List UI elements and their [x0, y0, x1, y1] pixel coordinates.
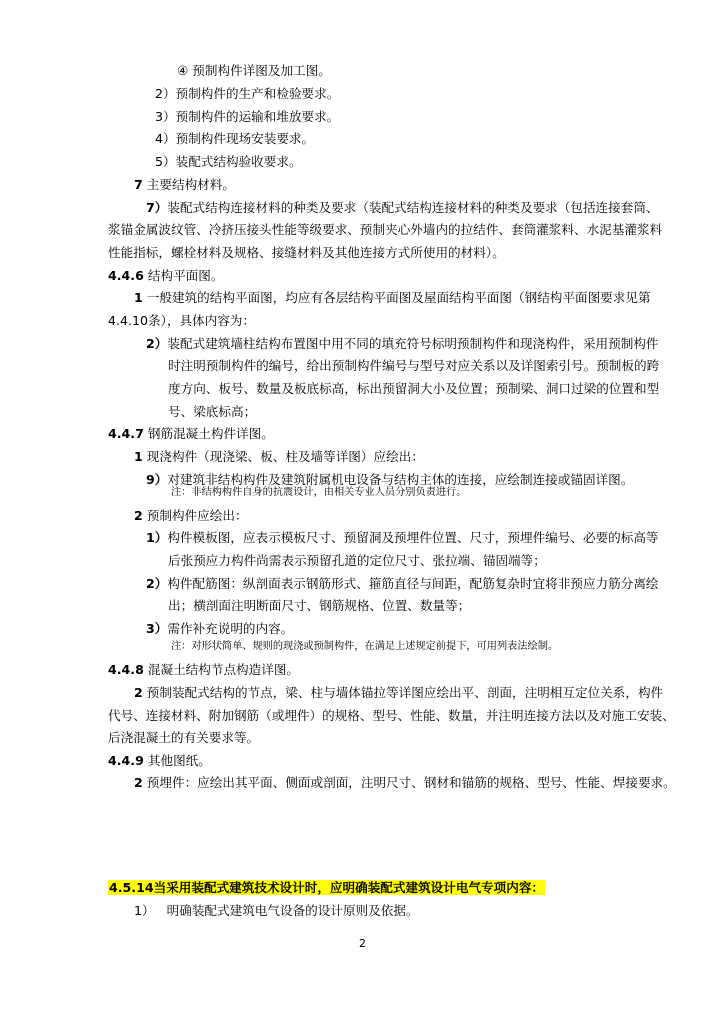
- item-number: 7）: [146, 200, 168, 215]
- item-number: 2）: [146, 336, 168, 351]
- item-text: 一般建筑的结构平面图，均应有各层结构平面图及屋面结构平面图（钢结构平面图要求见第: [146, 290, 651, 305]
- item-text: 装配式建筑墙柱结构布置图中用不同的填充符号标明预制构件和现浇构件，采用预制构件: [167, 336, 659, 351]
- text-line: 4.4.10条），具体内容为：: [108, 313, 256, 328]
- note-text: 注：对形状简单、规则的现浇或预制构件，在满足上述规定前提下，可用列表法绘制。: [171, 641, 559, 652]
- numbered-item: [134, 290, 651, 306]
- item-text: 装配式结构连接材料的种类及要求（装配式结构连接材料的种类及要求（包括连接套筒、: [167, 200, 659, 215]
- item-text: 主要结构材料。: [146, 177, 235, 192]
- note-text: 注：非结构构件自身的抗震设计，由相关专业人员分别负责进行。: [171, 487, 467, 498]
- highlighted-heading: [108, 880, 545, 896]
- numbered-item: [146, 576, 659, 592]
- item-number: 2: [134, 508, 143, 523]
- item-number: 3）: [146, 621, 168, 636]
- text-line: 5）装配式结构验收要求。: [155, 154, 302, 169]
- numbered-item: [146, 621, 293, 637]
- section-number: 4.4.8: [108, 662, 144, 677]
- text-line: 后浇混凝土的有关要求等。: [108, 730, 260, 745]
- item-number: 1）: [146, 530, 168, 545]
- text-line: 浆锚金属波纹管、冷挤压接头性能等级要求、预制夹心外墙内的拉结件、套筒灌浆料、水泥基灌浆料: [108, 222, 663, 237]
- section-heading: [108, 662, 299, 678]
- text-line: 代号、连接材料、附加钢筋（或埋件）的规格、型号、性能、数量，并注明连接方法以及对施工安装、: [108, 708, 675, 723]
- numbered-item: [146, 530, 659, 546]
- text-line: ④ 预制构件详图及加工图。: [177, 63, 331, 78]
- section-title: 混凝土结构节点构造详图。: [147, 662, 299, 677]
- item-number: 2: [134, 685, 143, 700]
- item-number: 1: [134, 449, 143, 464]
- numbered-item: [134, 685, 663, 701]
- item-text: 现浇构件（现浇梁、板、柱及墙等详图）应绘出：: [146, 449, 424, 464]
- item-text: 预制装配式结构的节点，梁、柱与墙体锚拉等详图应绘出平、剖面，注明相互定位关系，构件: [146, 685, 664, 700]
- numbered-item: [134, 903, 419, 919]
- text-line: 4）预制构件现场安装要求。: [155, 131, 315, 146]
- item-text: 预制构件应绘出：: [146, 508, 248, 523]
- text-line: 度方向、板号、数量及板底标高，标出预留洞大小及位置；预制梁、洞口过梁的位置和型: [168, 381, 660, 396]
- item-text: 对建筑非结构构件及建筑附属机电设备与结构主体的连接，应绘制连接或锚固详图。: [167, 472, 634, 487]
- text-line: 3）预制构件的运输和堆放要求。: [155, 109, 340, 124]
- item-number: 9）: [146, 472, 168, 487]
- item-number: 2）: [146, 576, 168, 591]
- item-number: 1: [134, 290, 143, 305]
- text-line: 性能指标，螺栓材料及规格、接缝材料及其他连接方式所使用的材料）。: [108, 245, 505, 260]
- numbered-item: [146, 200, 659, 216]
- section-heading: [108, 753, 211, 769]
- section-number: 4.4.6: [108, 268, 144, 283]
- item-number: 1）: [134, 903, 155, 918]
- page-number: 2: [359, 937, 366, 950]
- section-number: 4.4.9: [108, 753, 144, 768]
- section-title: 其他图纸。: [147, 753, 211, 768]
- section-heading: [108, 426, 274, 442]
- text-line: 出；横剖面注明断面尺寸、钢筋规格、位置、数量等；: [168, 598, 471, 613]
- item-text: 预埋件：应绘出其平面、侧面或剖面，注明尺寸、钢材和锚筋的规格、型号、性能、焊接要求。: [146, 775, 676, 790]
- numbered-item: [134, 775, 676, 791]
- numbered-item: [146, 336, 659, 352]
- numbered-item: [134, 508, 248, 524]
- numbered-item: [134, 177, 235, 193]
- item-text: 构件模板图，应表示模板尺寸、预留洞及预埋件位置、尺寸，预埋件编号、必要的标高等: [167, 530, 659, 545]
- highlighted-heading-text: 4.5.14当采用装配式建筑技术设计时，应明确装配式建筑设计电气专项内容：: [109, 880, 545, 895]
- numbered-item: [134, 449, 424, 465]
- item-number: 2: [134, 775, 143, 790]
- item-text: 明确装配式建筑电气设备的设计原则及依据。: [166, 903, 419, 918]
- section-heading: [108, 268, 223, 284]
- item-number: 7: [134, 177, 143, 192]
- item-text: 构件配筋图：纵剖面表示钢筋形式、箍筋直径与间距，配筋复杂时宜将非预应力筋分离绘: [167, 576, 659, 591]
- item-text: 需作补充说明的内容。: [167, 621, 294, 636]
- text-line: 时注明预制构件的编号，给出预制构件编号与型号对应关系以及详图索引号。预制板的跨: [168, 358, 660, 373]
- section-title: 钢筋混凝土构件详图。: [147, 426, 274, 441]
- text-line: 后张预应力构件尚需表示预留孔道的定位尺寸、张拉端、锚固端等；: [168, 553, 546, 568]
- text-line: 2）预制构件的生产和检验要求。: [155, 86, 340, 101]
- section-number: 4.4.7: [108, 426, 144, 441]
- text-line: 号、梁底标高；: [168, 404, 257, 419]
- section-title: 结构平面图。: [147, 268, 224, 283]
